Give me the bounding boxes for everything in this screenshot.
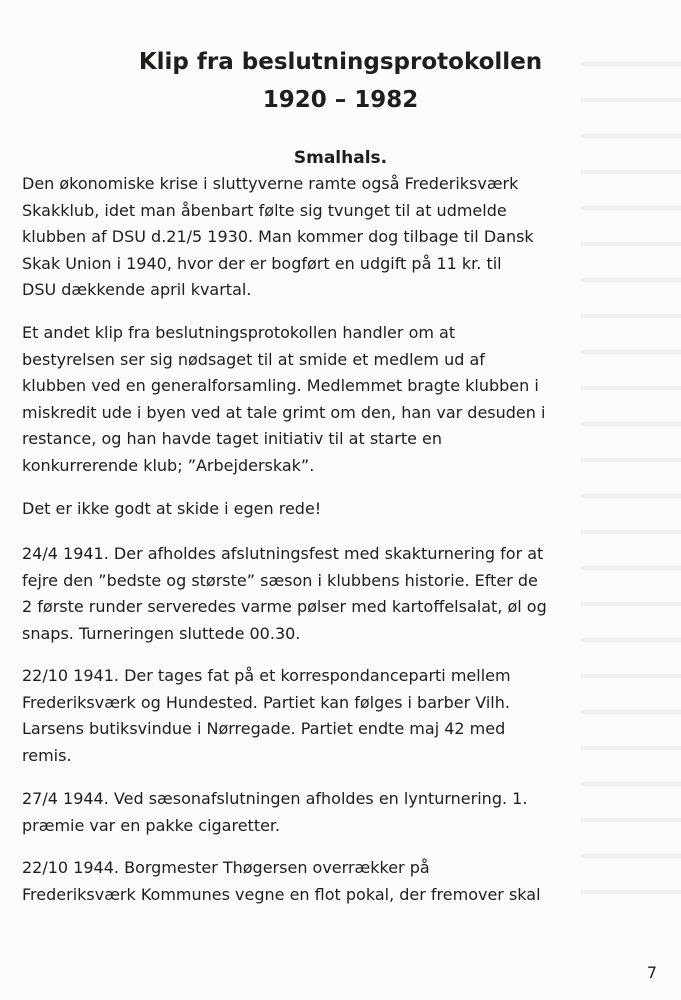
text-line: 2 første runder serveredes varme pølser med kartoffelsalat, øl og	[22, 597, 547, 616]
paragraph-1944-april	[22, 786, 662, 839]
text-line: snaps. Turneringen sluttede 00.30.	[22, 623, 301, 643]
text-line: 22/10 1944. Borgmester Thøgersen overrækker på	[22, 858, 430, 877]
text-line: restance, og han havde taget initiativ til at starte en	[22, 429, 442, 448]
text-line: klubben ved en generalforsamling. Medlemmet bragte klubben i	[22, 376, 539, 395]
paragraph-smalhals	[22, 171, 662, 304]
text-line: Frederiksværk og Hundested. Partiet kan følges i barber Vilh.	[22, 692, 510, 712]
paragraph-1941-april	[22, 541, 662, 647]
text-line: Et andet klip fra beslutningsprotokollen handler om at	[22, 323, 456, 342]
text-line: bestyrelsen ser sig nødsaget til at smide et medlem ud af	[22, 349, 485, 369]
text-line: remis.	[22, 745, 72, 765]
text-line: 27/4 1944. Ved sæsonafslutningen afholdes en lynturnering. 1.	[22, 789, 528, 808]
section-heading: Smalhals.	[293, 148, 388, 168]
text-line: DSU dækkende april kvartal.	[22, 280, 252, 299]
text-line: Larsens butiksvindue i Nørregade. Partiet endte maj 42 med	[22, 719, 506, 738]
text-line: Det er ikke godt at skide i egen rede!	[22, 499, 322, 518]
text-line: Skak Union i 1940, hvor der er bogført en udgift på 11 kr. til	[22, 253, 502, 273]
page-number: 7	[646, 963, 657, 982]
text-line: Skakklub, idet man åbenbart følte sig tvunget til at udmelde	[22, 200, 507, 220]
text-line: fejre den ”bedste og største” sæson i klubbens historie. Efter de	[22, 570, 538, 590]
page-title: Klip fra beslutningsprotokollen	[138, 49, 543, 75]
paragraph-expulsion	[22, 320, 662, 479]
text-line: Frederiksværk Kommunes vegne en flot pokal, der fremover skal	[22, 884, 541, 904]
text-line: 24/4 1941. Der afholdes afslutningsfest med skakturnering for at	[22, 544, 544, 563]
text-line: 22/10 1941. Der tages fat på et korrespondanceparti mellem	[22, 666, 511, 685]
text-line: klubben af DSU d.21/5 1930. Man kommer dog tilbage til Dansk	[22, 227, 534, 246]
paragraph-1944-october	[22, 855, 662, 908]
text-line: Den økonomiske krise i sluttyverne ramte også Frederiksværk	[22, 174, 519, 193]
text-line: miskredit ude i byen ved at tale grimt om den, han var desuden i	[22, 402, 546, 422]
text-line: præmie var en pakke cigaretter.	[22, 815, 281, 835]
paragraph-1941-october	[22, 663, 662, 769]
text-line: konkurrerende klub; ”Arbejderskak”.	[22, 455, 315, 475]
paragraph-remark	[22, 496, 662, 523]
page-title-years: 1920 – 1982	[262, 87, 419, 113]
